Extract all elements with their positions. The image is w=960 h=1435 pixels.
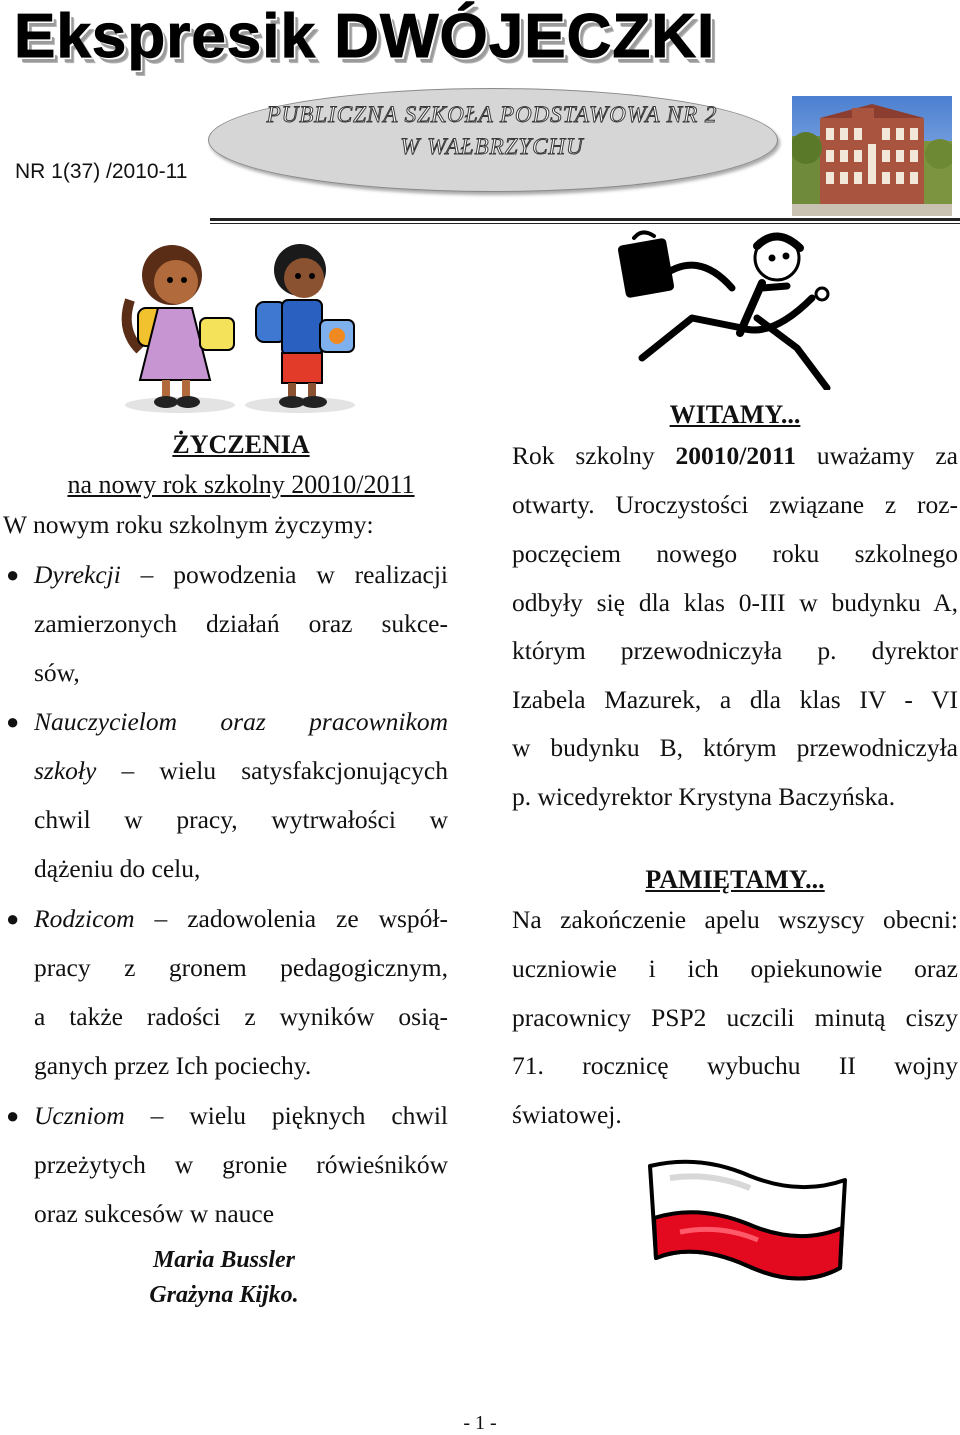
header-divider-thin: [210, 223, 960, 224]
wish-line: dążeniu do celu,: [34, 854, 201, 883]
wishes-intro: W nowym roku szkolnym życzymy:: [3, 510, 374, 539]
header-divider: [210, 218, 960, 221]
welcome-line: poczęciem nowego roku szkolnego: [512, 539, 958, 568]
wish-line: a także radości z wyników osią-: [34, 1002, 448, 1031]
remember-line: uczniowie i ich opiekunowie oraz: [512, 954, 958, 983]
wishes-subheading: na nowy rok szkolny 20010/2011: [67, 470, 415, 499]
bullet-dot: ●: [6, 709, 20, 734]
school-name-line-2: W WAŁBRZYCHU: [400, 134, 584, 159]
running-man-with-briefcase-illustration: [612, 228, 842, 390]
bullet-dot: ●: [6, 1103, 20, 1128]
wish-line: ganych przez Ich pociechy.: [34, 1051, 312, 1080]
welcome-line: p. wicedyrektor Krystyna Baczyńska.: [512, 782, 896, 811]
signature-author-1: Maria Bussler: [152, 1247, 296, 1273]
welcome-line: otwarty. Uroczystości związane z roz-: [512, 490, 958, 519]
wish-line: sów,: [34, 658, 80, 687]
signature-author-2: Grażyna Kijko.: [149, 1282, 299, 1308]
bullet-dot: ●: [6, 562, 20, 587]
school-children-illustration: [110, 240, 360, 420]
welcome-line: odbyły się dla klas 0-III w budynku A,: [512, 588, 958, 617]
wish-line: Rodzicom – zadowolenia ze współ-: [34, 904, 448, 933]
newsletter-title: Ekspresik DWÓJECZKI: [14, 2, 716, 71]
wish-line: oraz sukcesów w nauce: [34, 1199, 275, 1228]
remember-line: pracownicy PSP2 uczcili minutą ciszy: [512, 1003, 958, 1032]
wishes-heading: ŻYCZENIA: [172, 430, 310, 459]
school-name-line-1: PUBLICZNA SZKOŁA PODSTAWOWA NR 2: [266, 102, 718, 127]
wish-line: zamierzonych działań oraz sukce-: [34, 609, 448, 638]
wish-line: szkoły – wielu satysfakcjonujących: [34, 756, 448, 785]
welcome-heading: WITAMY...: [669, 400, 801, 429]
polish-flag-illustration: [640, 1158, 855, 1308]
remember-line: światowej.: [512, 1100, 622, 1129]
wish-line: Uczniom – wielu pięknych chwil: [34, 1101, 448, 1130]
wish-line: chwil w pracy, wytrwałości w: [34, 805, 448, 834]
page-number: - 1 -: [463, 1412, 497, 1434]
wish-line: pracy z gronem pedagogicznym,: [34, 953, 448, 982]
wish-line: przeżytych w gronie rówieśników: [34, 1150, 448, 1179]
wish-line: Dyrekcji – powodzenia w realizacji: [34, 560, 448, 589]
issue-number: NR 1(37) /2010-11: [15, 160, 188, 183]
wish-line: Nauczycielom oraz pracownikom: [34, 707, 448, 736]
welcome-line: Izabela Mazurek, a dla klas IV - VI: [512, 685, 958, 714]
welcome-line: którym przewodniczyła p. dyrektor: [512, 636, 958, 665]
remember-line: 71. rocznicę wybuchu II wojny: [512, 1051, 958, 1080]
welcome-line: w budynku B, którym przewodniczyła: [512, 733, 958, 762]
school-building-photo: [792, 96, 952, 216]
welcome-line: Rok szkolny 20010/2011 uważamy za: [512, 441, 958, 470]
bullet-dot: ●: [6, 906, 20, 931]
remember-heading: PAMIĘTAMY...: [645, 865, 825, 894]
remember-line: Na zakończenie apelu wszyscy obecni:: [512, 905, 958, 934]
